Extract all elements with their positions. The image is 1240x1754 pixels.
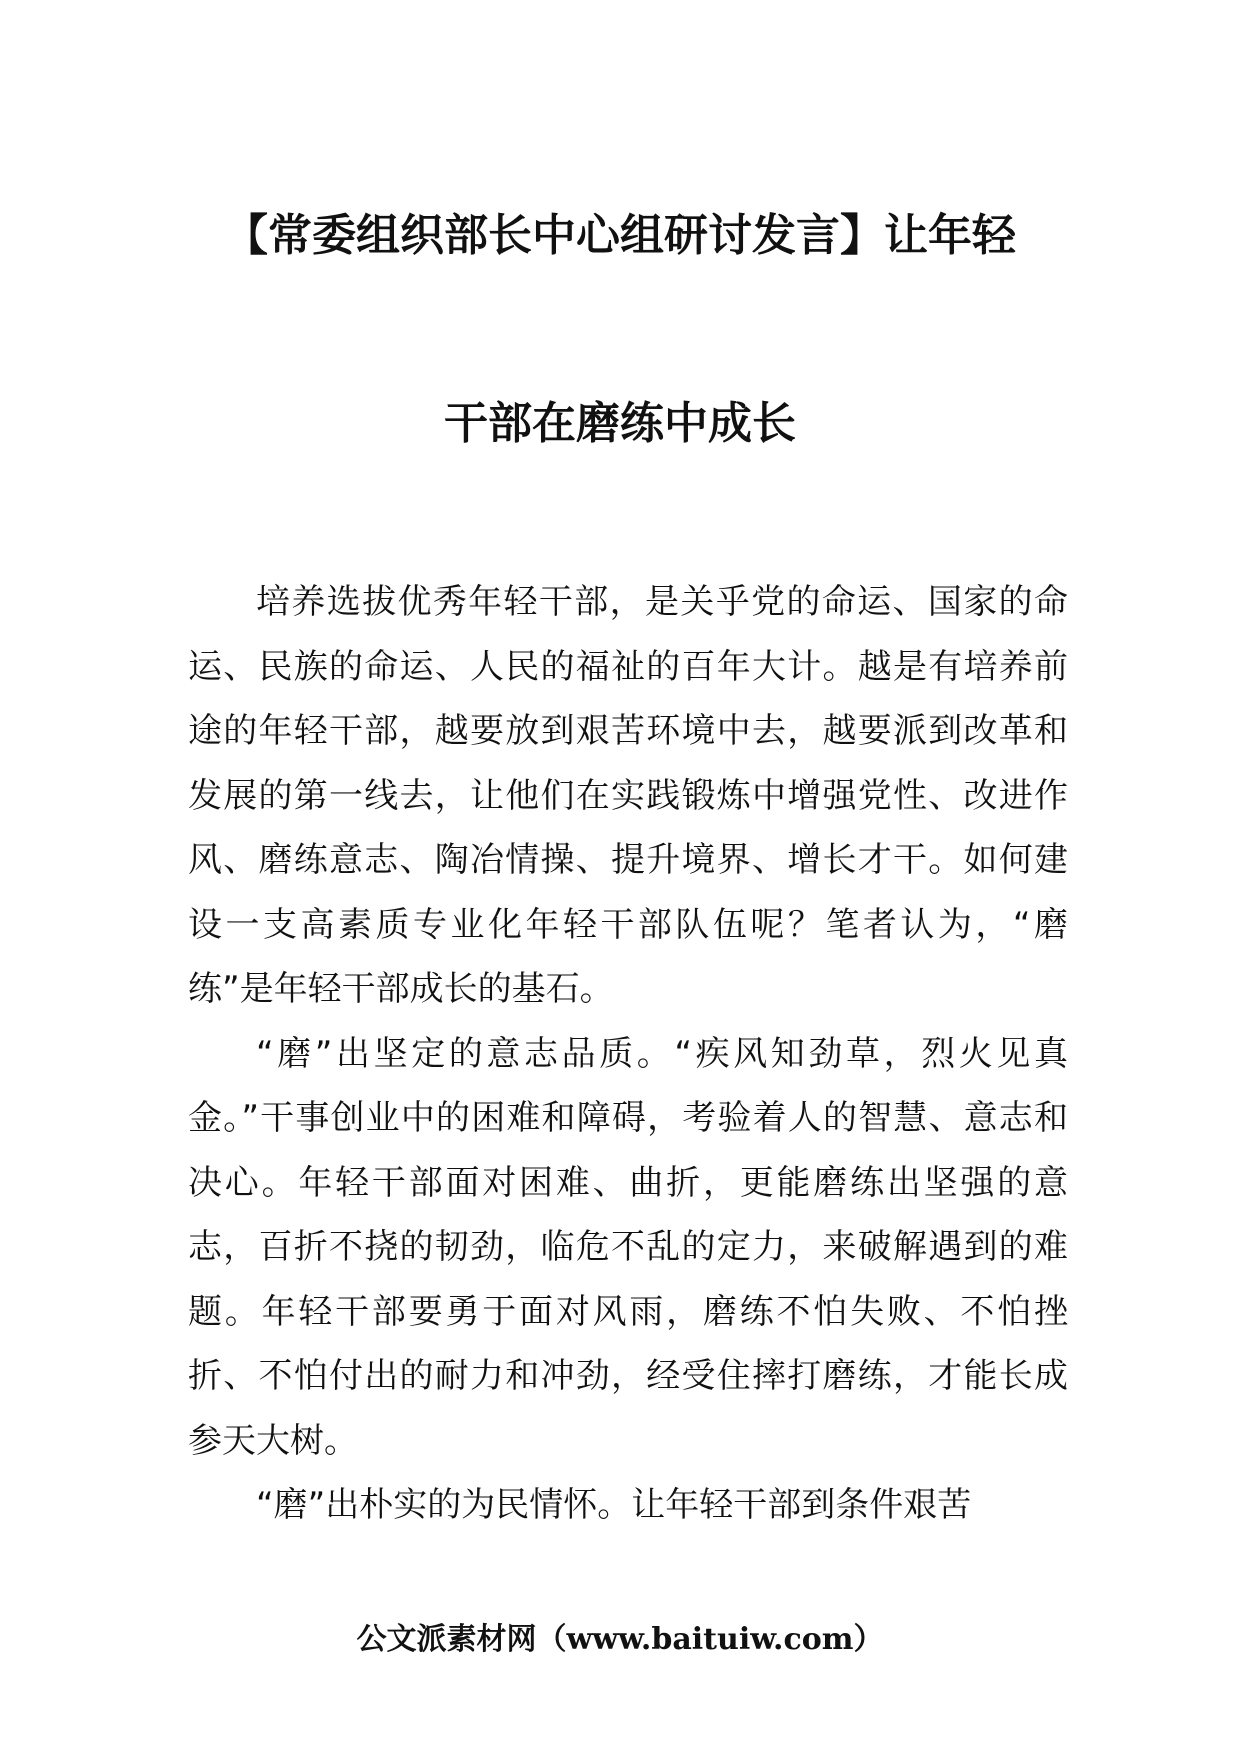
document-title-line-1: 【常委组织部长中心组研讨发言】让年轻 bbox=[224, 210, 1016, 261]
paragraph-2: “磨”出坚定的意志品质。“疾风知劲草，烈火见真金。”干事创业中的困难和障碍，考验着人的智慧、意志和决心。年轻干部面对困难、曲折，更能磨练出坚强的意志，百折不挠的韧劲，临危不乱的定力，来破解遇到的难题。年轻干部要勇于面对风雨，磨练不怕失败、不怕挫折、不怕付出的耐力和冲劲，经受住摔打磨练，才能长成参天大树。 bbox=[188, 1033, 1068, 1461]
page-footer: 公文派素材网（www.baituiw.com） bbox=[356, 1622, 884, 1657]
document-title-line-2: 干部在磨练中成长 bbox=[444, 398, 796, 449]
paragraph-1: 培养选拔优秀年轻干部，是关乎党的命运、国家的命运、民族的命运、人民的福祉的百年大计。越是有培养前途的年轻干部，越要放到艰苦环境中去，越要派到改革和发展的第一线去，让他们在实践锻炼中增强党性、改进作风、磨练意志、陶冶情操、提升境界、增长才干。如何建设一支高素质专业化年轻干部队伍呢？笔者认为，“磨练”是年轻干部成长的基石。 bbox=[188, 582, 1068, 1009]
document-body bbox=[188, 570, 1068, 1538]
paragraph-3: “磨”出朴实的为民情怀。让年轻干部到条件艰苦 bbox=[256, 1485, 972, 1525]
